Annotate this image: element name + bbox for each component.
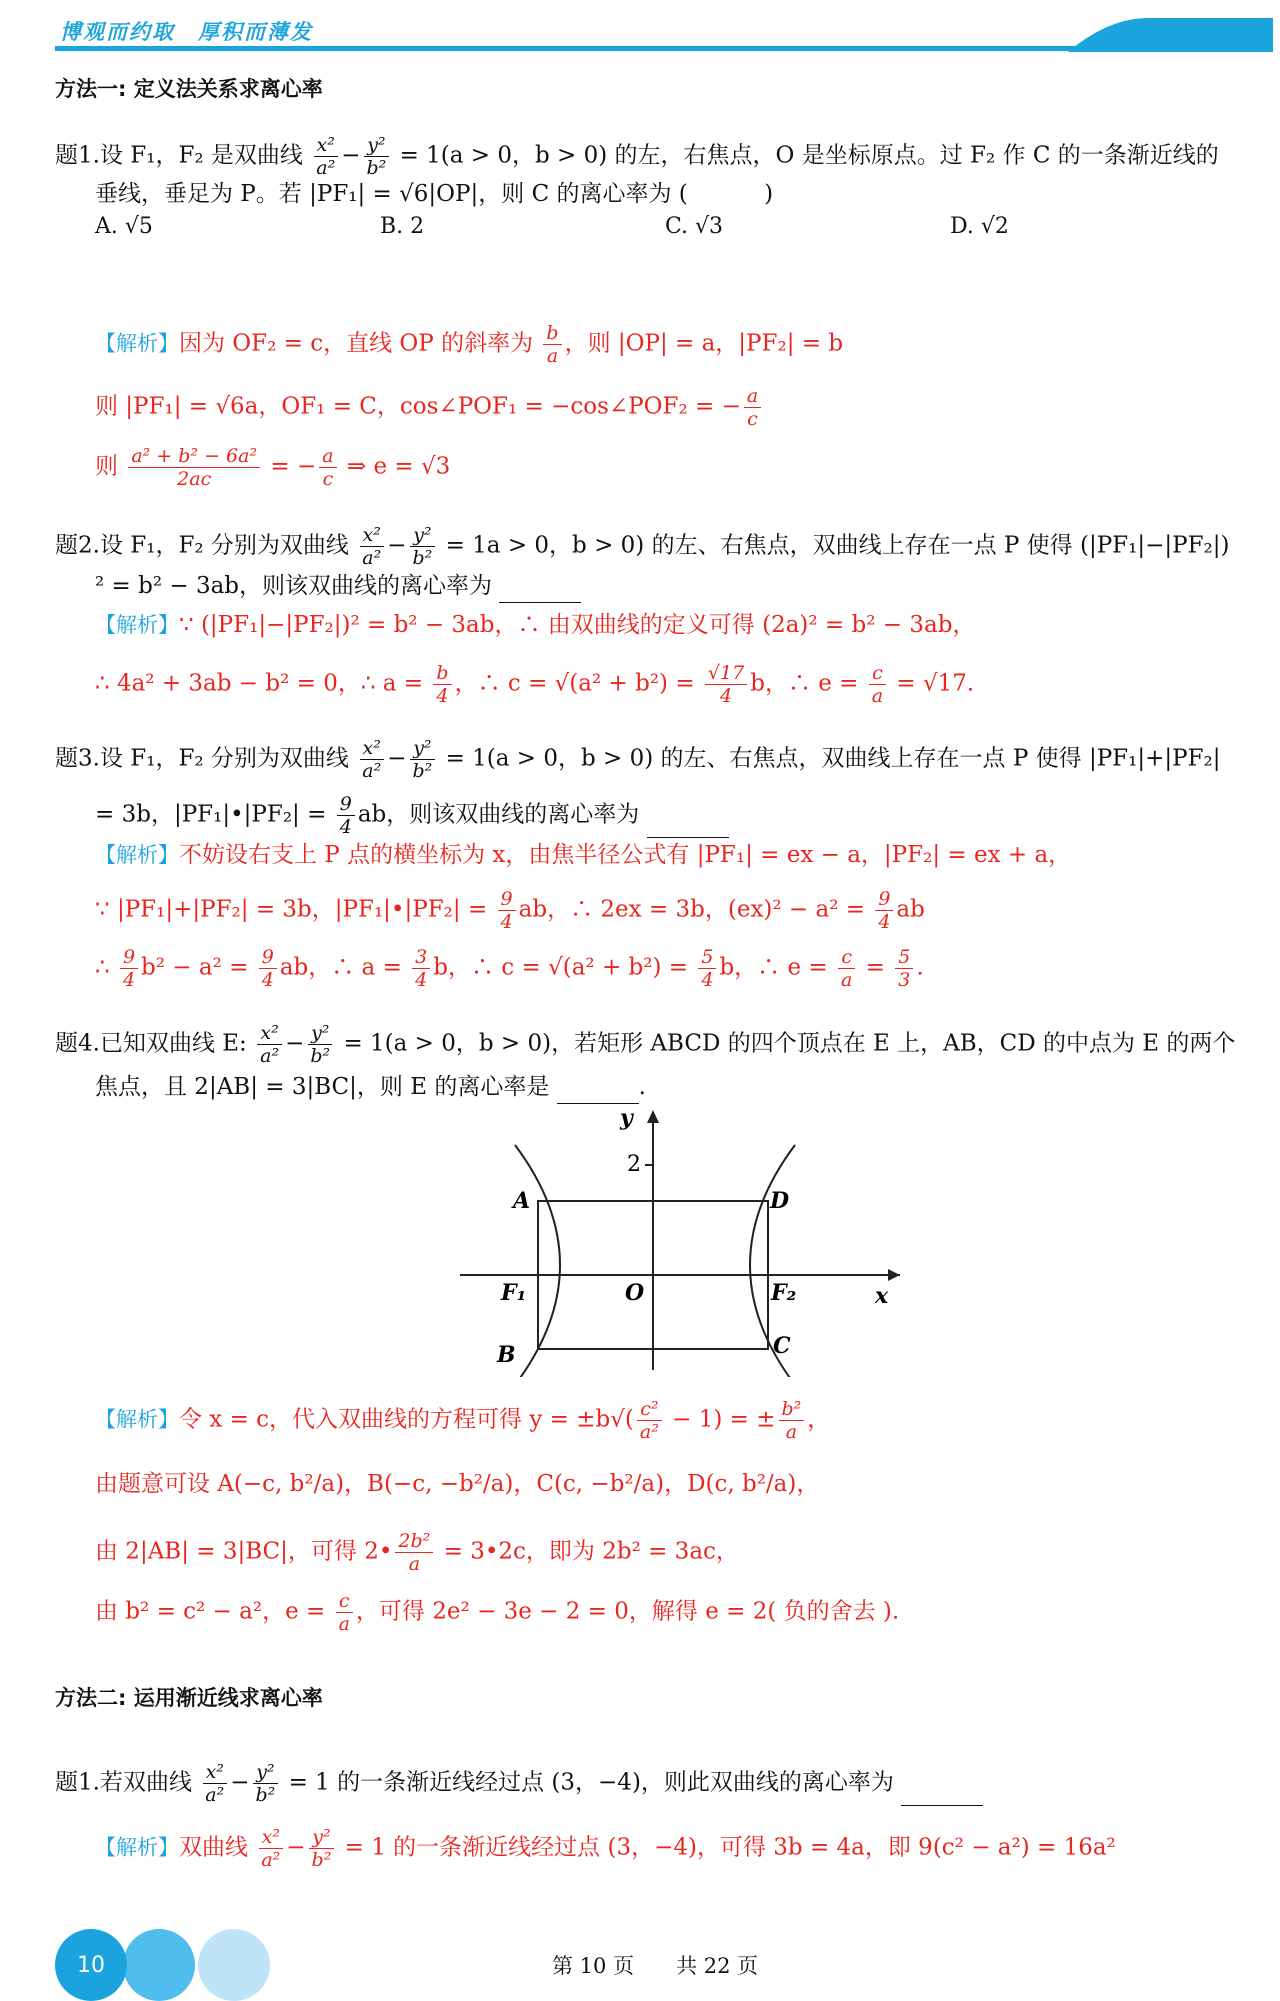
q1-option-d: D. √2: [950, 214, 1009, 239]
label-f1: F₁: [501, 1280, 527, 1306]
q2-line2: ² = b² − 3ab，则该双曲线的离心率为: [95, 569, 581, 603]
x-axis-arrow: [888, 1269, 900, 1281]
label-b: B: [497, 1342, 516, 1368]
q2-answer-blank: [499, 602, 581, 603]
header-slogan: 博观而约取 厚积而薄发: [60, 20, 313, 44]
q3-line1: 题3.设 F₁，F₂ 分别为双曲线 $\frac{\text{x²}}{\text{a²}}$ − $\frac{\text{y²}}{\text{b²}}$ = 1(a > 0，b > 0) 的左、右焦点，双曲线上存在一点 P 使得 |PF₁|+|PF₂|: [55, 737, 1221, 782]
q3-solution-line1: 【解析】不妨设右支上 P 点的横坐标为 x，由焦半径公式有 |PF₁| = ex − a，|PF₂| = ex + a，: [95, 842, 1072, 868]
footer-decor-circle-2: [123, 1929, 195, 2001]
q1-solution-line1: 【解析】因为 OF₂ = c，直线 OP 的斜率为 $\frac{b}{a}$ ，则 |OP| = a，|PF₂| = b: [95, 322, 844, 367]
footer-decor-circle-3: [198, 1929, 270, 2001]
label-y: y: [620, 1105, 633, 1131]
label-origin: O: [625, 1280, 645, 1306]
q4-solution-line3: 由 2|AB| = 3|BC|，可得 2• $\frac{\text{2b²}}{a}$ = 3•2c，即为 2b² = 3ac，: [95, 1530, 739, 1575]
q3-solution-line3: ∴ $\frac{9}{4}$ b² − a² = $\frac{9}{4}$ ab，∴ a = $\frac{3}{4}$ b，∴ c = √(a² + b²) = $\frac{5}{4}$ b，∴ e = $\frac{c}{a}$ = $\frac{5}{3}$ .: [95, 946, 924, 991]
q3-line2: = 3b，|PF₁|•|PF₂| = $\frac{9}{4}$ ab，则该双曲线的离心率为: [95, 793, 729, 838]
q2-solution-line1: 【解析】∵ (|PF₁|−|PF₂|)² = b² − 3ab，∴ 由双曲线的定义可得 (2a)² = b² − 3ab，: [95, 612, 976, 638]
label-a: A: [513, 1188, 531, 1214]
label-f2: F₂: [771, 1280, 797, 1306]
page-number-badge-text: 10: [77, 1952, 105, 1978]
q2-solution-line2: ∴ 4a² + 3ab − b² = 0，∴ a = $\frac{b}{4}$ ，∴ c = √(a² + b²) = $\frac{√17}{4}$ b，∴ e = $\frac{c}{a}$ = √17.: [95, 662, 975, 707]
q1-option-c: C. √3: [665, 214, 724, 239]
solution-tag: 【解析】: [95, 331, 179, 356]
q3-label: 题3.: [55, 745, 100, 772]
m2q1-solution-line1: 【解析】双曲线 $\frac{\text{x²}}{\text{a²}}$ − $\frac{\text{y²}}{\text{b²}}$ = 1 的一条渐近线经过点 (3，−4)，可得 3b = 4a，即 9(c² − a²) = 16a²: [95, 1826, 1116, 1871]
q1-line2: 垂线，垂足为 P。若 |PF₁| = √6|OP|，则 C 的离心率为 ( ): [95, 181, 774, 207]
page-number-badge: [55, 1929, 127, 2001]
label-2: 2: [627, 1152, 641, 1177]
q4-label: 题4.: [55, 1030, 100, 1057]
page-indicator: 第 10 页 共 22 页: [552, 1954, 759, 1978]
header-tab-shape: [1068, 18, 1273, 52]
q4-line1: 题4.已知双曲线 E: $\frac{\text{x²}}{\text{a²}}$ − $\frac{\text{y²}}{\text{b²}}$ = 1(a > 0，b > 0)，若矩形 ABCD 的四个顶点在 E 上，AB，CD 的中点为 E 的两个: [55, 1022, 1236, 1067]
q1-line1: 题1.设 F₁，F₂ 是双曲线 $\frac{\text{x²}}{\text{a²}}$ − $\frac{\text{y²}}{\text{b²}}$ = 1(a > 0，b > 0) 的左，右焦点，O 是坐标原点。过 F₂ 作 C 的一条渐近线的: [55, 134, 1219, 179]
section-title-method2: 方法二: 运用渐近线求离心率: [55, 1686, 323, 1710]
q4-solution-line2: 由题意可设 A(−c, b²/a)，B(−c, −b²/a)，C(c, −b²/a)，D(c, b²/a)，: [95, 1471, 820, 1497]
section-title-method1: 方法一: 定义法关系求离心率: [55, 77, 323, 101]
q1-option-a: A. √5: [95, 214, 153, 239]
y-axis-arrow: [647, 1110, 659, 1123]
label-x: x: [875, 1283, 889, 1309]
q2-line1: 题2.设 F₁，F₂ 分别为双曲线 $\frac{\text{x²}}{\text{a²}}$ − $\frac{\text{y²}}{\text{b²}}$ = 1a > 0，b > 0) 的左、右焦点，双曲线上存在一点 P 使得 (|PF₁|−|PF₂|): [55, 524, 1230, 569]
m2q1-label: 题1.: [55, 1769, 100, 1796]
q4-answer-blank: [557, 1103, 639, 1104]
q4-line2: 焦点，且 2|AB| = 3|BC|，则 E 的离心率是 .: [95, 1070, 646, 1104]
q1-option-b: B. 2: [380, 214, 425, 239]
q1-solution-line3: 则 $\frac{\text{a² + b² − 6a²}}{2ac}$ = − $\frac{a}{c}$ ⇒ e = √3: [95, 445, 451, 490]
q1-solution-line2: 则 |PF₁| = √6a，OF₁ = C，cos∠POF₁ = −cos∠POF₂ = − $\frac{a}{c}$: [95, 385, 764, 430]
q4-solution-line4: 由 b² = c² − a²，e = $\frac{c}{a}$ ，可得 2e² − 3e − 2 = 0，解得 e = 2( 负的舍去 ).: [95, 1590, 900, 1635]
label-d: D: [770, 1188, 790, 1214]
q4-solution-line1: 【解析】令 x = c，代入双曲线的方程可得 y = ±b√( $\frac{\text{c²}}{\text{a²}}$ − 1) = ± $\frac{\text{b²}}{a}$ ，: [95, 1398, 831, 1443]
hyperbola-rectangle-figure: [455, 1105, 905, 1377]
q1-label: 题1.: [55, 142, 100, 169]
m2q1-answer-blank: [901, 1805, 983, 1806]
q2-label: 题2.: [55, 532, 100, 559]
m2q1-line1: 题1.若双曲线 $\frac{\text{x²}}{\text{a²}}$ − $\frac{\text{y²}}{\text{b²}}$ = 1 的一条渐近线经过点 (3，−4)，则此双曲线的离心率为: [55, 1761, 983, 1806]
q3-solution-line2: ∵ |PF₁|+|PF₂| = 3b，|PF₁|•|PF₂| = $\frac{9}{4}$ ab，∴ 2ex = 3b，(ex)² − a² = $\frac{9}{4}$ ab: [95, 888, 925, 933]
label-c: C: [773, 1333, 791, 1359]
